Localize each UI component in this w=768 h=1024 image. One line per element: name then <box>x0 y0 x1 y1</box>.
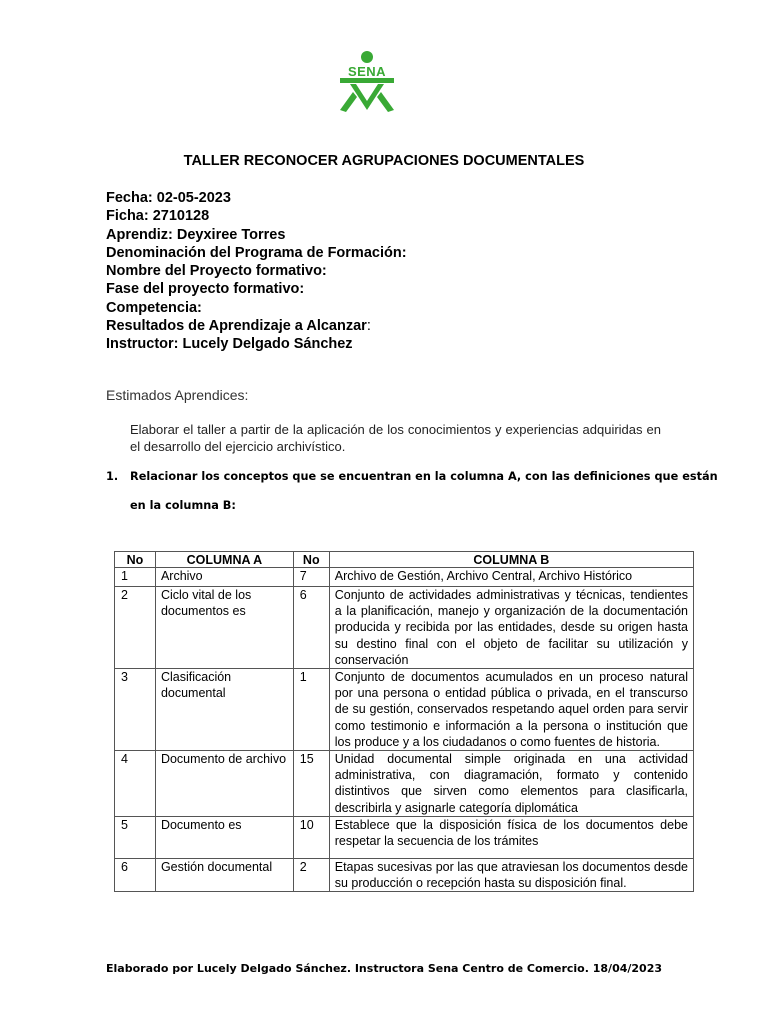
table-row <box>115 669 694 751</box>
cell-columna-a: Ciclo vital de los documentos es <box>155 587 293 669</box>
table-row <box>115 587 694 669</box>
question-number: 1. <box>106 470 119 483</box>
sena-logo-icon <box>336 50 398 118</box>
sena-logo-text: SENA <box>347 64 387 79</box>
meta-competencia: Competencia: <box>106 299 202 316</box>
cell-no-a: 5 <box>115 816 156 858</box>
cell-no-a: 2 <box>115 587 156 669</box>
cell-no-b: 15 <box>293 751 329 817</box>
question-text-line-1: Relacionar los conceptos que se encuentran en la columna A, con las definiciones que están <box>130 470 718 483</box>
cell-columna-a: Gestión documental <box>155 858 293 891</box>
header-columna-a: COLUMNA A <box>155 552 293 568</box>
meta-instructor: Instructor: Lucely Delgado Sánchez <box>106 336 353 353</box>
cell-no-b: 10 <box>293 816 329 858</box>
cell-columna-b: Unidad documental simple originada en una actividad administrativa, con diagramación, formato y contenido distintivos que sirven como elementos para clasificarla, describirla y asignarle categoría diplomática <box>329 751 693 817</box>
cell-no-a: 4 <box>115 751 156 817</box>
intro-paragraph: Elaborar el taller a partir de la aplicación de los conocimientos y experiencias adquiridas en el desarrollo del ejercicio archivístico. <box>130 422 661 454</box>
document-footer: Elaborado por Lucely Delgado Sánchez. Instructora Sena Centro de Comercio. 18/04/2023 <box>106 962 663 975</box>
table-row <box>115 751 694 817</box>
cell-columna-b: Establece que la disposición física de los documentos debe respetar la secuencia de los trámites <box>329 816 693 858</box>
cell-columna-a: Documento de archivo <box>155 751 293 817</box>
meta-aprendiz: Aprendiz: Deyxiree Torres <box>106 226 286 243</box>
meta-programa: Denominación del Programa de Formación: <box>106 244 407 261</box>
cell-no-b: 2 <box>293 858 329 891</box>
cell-columna-b: Conjunto de actividades administrativas y técnicas, tendientes a la planificación, manejo y organización de la documentación producida y recibida por las entidades, desde su origen hasta su destino final con el objeto de facilitar su utilización y conservación <box>329 587 693 669</box>
cell-columna-a: Clasificación documental <box>155 669 293 751</box>
cell-no-a: 6 <box>115 858 156 891</box>
sena-logo <box>336 50 398 118</box>
meta-resultados-colon: : <box>366 318 371 335</box>
greeting: Estimados Aprendices: <box>106 387 249 403</box>
header-no-a: No <box>115 552 156 568</box>
table-row <box>115 816 694 858</box>
meta-fase: Fase del proyecto formativo: <box>106 281 305 298</box>
meta-resultados-label: Resultados de Aprendizaje a Alcanzar <box>106 318 367 335</box>
cell-columna-b: Archivo de Gestión, Archivo Central, Archivo Histórico <box>329 568 693 587</box>
header-columna-b: COLUMNA B <box>329 552 693 568</box>
meta-resultados <box>106 317 407 335</box>
question-text-line-2: en la columna B: <box>130 499 236 512</box>
document-metadata <box>106 189 407 354</box>
meta-proyecto: Nombre del Proyecto formativo: <box>106 263 327 280</box>
cell-no-a: 3 <box>115 669 156 751</box>
cell-columna-a: Archivo <box>155 568 293 587</box>
header-no-b: No <box>293 552 329 568</box>
matching-table <box>114 551 694 892</box>
table-header-row <box>115 552 694 568</box>
cell-no-a: 1 <box>115 568 156 587</box>
document-title: TALLER RECONOCER AGRUPACIONES DOCUMENTALES <box>183 153 585 169</box>
table-row <box>115 858 694 891</box>
meta-ficha: Ficha: 2710128 <box>106 208 210 225</box>
cell-no-b: 7 <box>293 568 329 587</box>
cell-no-b: 1 <box>293 669 329 751</box>
cell-columna-b: Conjunto de documentos acumulados en un proceso natural por una persona o entidad pública o privada, en el transcurso de su gestión, conservados respetando aquel orden para servir como testimonio e información a la persona o institución que los produce y a los ciudadanos o como fuentes de historia. <box>329 669 693 751</box>
cell-columna-b: Etapas sucesivas por las que atraviesan los documentos desde su producción o recepción hasta su disposición final. <box>329 858 693 891</box>
cell-columna-a: Documento es <box>155 816 293 858</box>
table-row <box>115 568 694 587</box>
cell-no-b: 6 <box>293 587 329 669</box>
meta-fecha: Fecha: 02-05-2023 <box>106 190 231 206</box>
